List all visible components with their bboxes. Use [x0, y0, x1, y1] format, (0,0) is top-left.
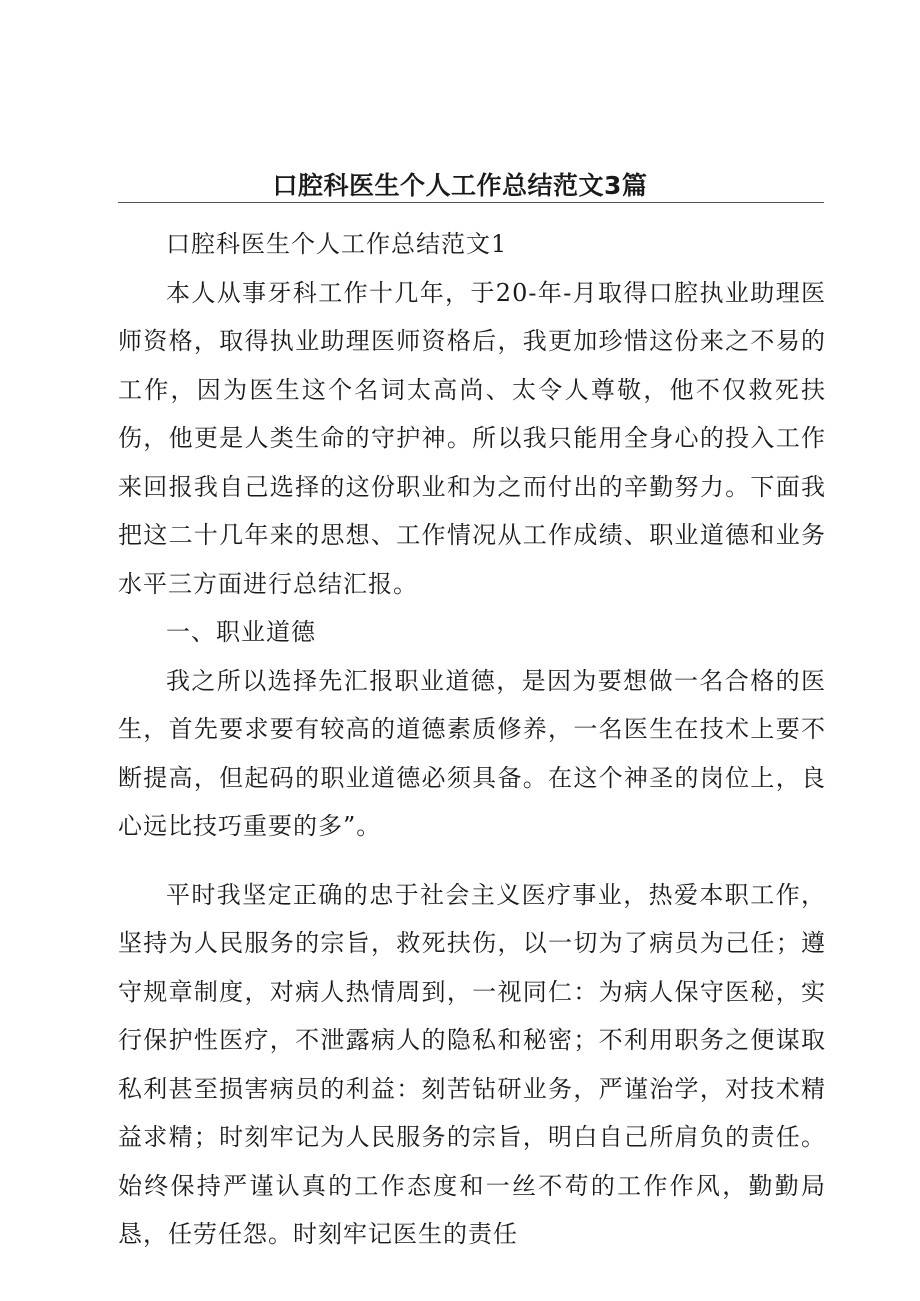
section-heading: 一、职业道德: [166, 618, 316, 646]
document-body: [118, 220, 826, 1259]
intro-paragraph: 本人从事牙科工作十几年，于20-年-月取得口腔执业助理医师资格，取得执业助理医师资格后，我更加珍惜这份来之不易的工作，因为医生这个名词太高尚、太令人尊敬，他不仅救死扶伤，他更是人类生命的守护神。所以我只能用全身心的投入工作来回报我自己选择的这份职业和为之而付出的辛勤努力。下面我把这二十几年来的思想、工作情况从工作成绩、职业道德和业务水平三方面进行总结汇报。: [118, 278, 826, 598]
subtitle-paragraph: 口腔科医生个人工作总结范文1: [166, 230, 508, 258]
document-title: 口腔科医生个人工作总结范文3篇: [272, 171, 648, 200]
practice-paragraph: 平时我坚定正确的忠于社会主义医疗事业，热爱本职工作，坚持为人民服务的宗旨，救死扶伤，以一切为了病员为己任；遵守规章制度，对病人热情周到，一视同仁：为病人保守医秘，实行保护性医疗，不泄露病人的隐私和秘密；不利用职务之便谋取私利甚至损害病员的利益：刻苦钻研业务，严谨治学，对技术精益求精；时刻牢记为人民服务的宗旨，明白自己所肩负的责任。始终保持严谨认真的工作态度和一丝不苟的工作作风，勤勤局恳，任劳任怨。时刻牢记医生的责任: [118, 880, 826, 1248]
ethics-paragraph: 我之所以选择先汇报职业道德，是因为要想做一名合格的医生，首先要求要有较高的道德素质修养，一名医生在技术上要不断提高，但起码的职业道德必须具备。在这个神圣的岗位上，良心远比技巧重要的多”。: [118, 666, 826, 840]
title-underline: [118, 202, 824, 203]
